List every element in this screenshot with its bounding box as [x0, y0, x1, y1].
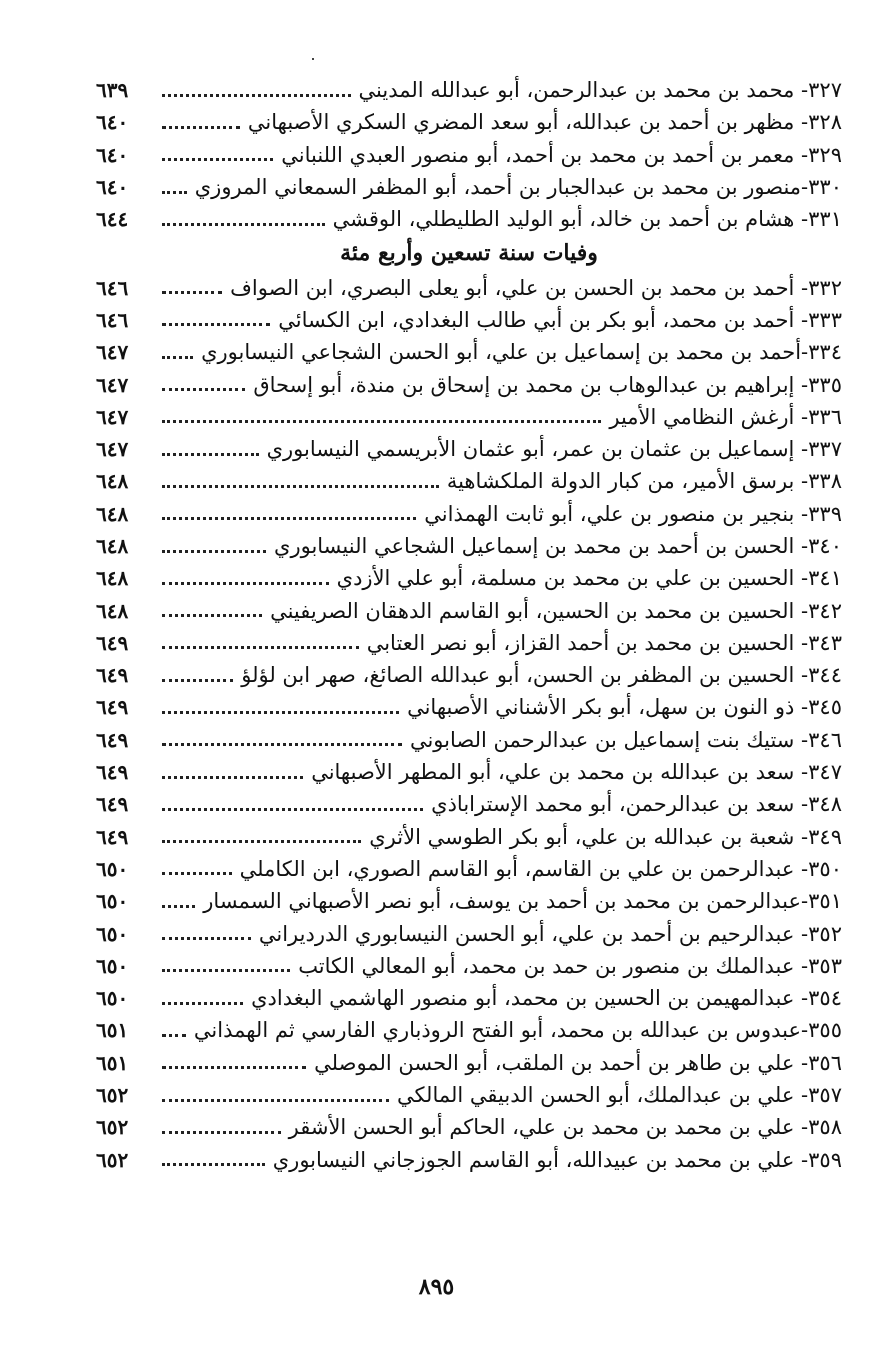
- entry-text: ٣٥١-عبدالرحمن بن محمد بن أحمد بن يوسف، أبو نصر الأصبهاني السمسار: [203, 889, 842, 914]
- entry-page-number: ٦٥٠: [96, 921, 129, 946]
- dot-leader: [162, 743, 402, 746]
- entry-page-number: ٦٤٩: [96, 695, 129, 720]
- entry-page-number: ٦٤٩: [96, 792, 129, 817]
- entry-page-number: ٦٤٨: [96, 501, 129, 526]
- index-entry: [96, 982, 842, 1014]
- entry-page-number: ٦٥١: [96, 1018, 129, 1043]
- entry-page-number: ٦٥٠: [96, 986, 129, 1011]
- dot-leader: [162, 872, 232, 875]
- entry-text: ٣٣٤-أحمد بن محمد بن إسماعيل بن علي، أبو الحسن الشجاعي النيسابوري: [201, 340, 842, 365]
- index-entry: [96, 203, 842, 235]
- entry-text: ٣٢٧- محمد بن محمد بن عبدالرحمن، أبو عبدالله المديني: [358, 78, 842, 103]
- entry-text: ٣٤٢- الحسين بن محمد بن الحسين، أبو القاسم الدهقان الصريفيني: [270, 598, 842, 623]
- entry-text: ٣٥٧- علي بن عبدالملك، أبو الحسن الدبيقي المالكي: [396, 1083, 842, 1108]
- entry-page-number: ٦٥٢: [96, 1147, 129, 1172]
- entry-page-number: ٦٤٩: [96, 727, 129, 752]
- entry-page-number: ٦٤٩: [96, 760, 129, 785]
- index-entry: [96, 950, 842, 982]
- entry-text: ٣٣٥- إبراهيم بن عبدالوهاب بن محمد بن إسحاق بن مندة، أبو إسحاق: [253, 372, 842, 397]
- entry-page-number: ٦٤٠: [96, 175, 129, 200]
- index-entry: [96, 171, 842, 203]
- index-entry: [96, 401, 842, 433]
- entry-page-number: ٦٤٧: [96, 340, 129, 365]
- index-entry: [96, 756, 842, 788]
- index-entry: [96, 724, 842, 756]
- entry-page-number: ٦٥٢: [96, 1083, 129, 1108]
- dot-leader: [162, 1034, 186, 1037]
- dot-leader: [162, 1099, 389, 1102]
- dot-leader: [162, 323, 270, 326]
- index-entry: [96, 659, 842, 691]
- dot-leader: [162, 969, 290, 972]
- entry-page-number: ٦٤٨: [96, 534, 129, 558]
- entry-text: ٣٤٥- ذو النون بن سهل، أبو بكر الأشناني الأصبهاني: [407, 695, 842, 720]
- dot-leader: [162, 1066, 306, 1069]
- entry-page-number: ٦٤٨: [96, 469, 129, 494]
- index-entry: [96, 74, 842, 106]
- entry-page-number: ٦٤٧: [96, 404, 129, 429]
- dot-leader: [162, 126, 240, 129]
- entry-page-number: ٦٤٦: [96, 275, 129, 300]
- page-number: ٨٩٥: [418, 1274, 455, 1300]
- dot-leader: [162, 679, 233, 682]
- entry-text: ٣٥٨- علي بن محمد بن محمد بن علي، الحاكم أبو الحسن الأشقر: [288, 1115, 842, 1140]
- index-entry: [96, 885, 842, 917]
- entry-page-number: ٦٤٩: [96, 630, 129, 655]
- dot-leader: [162, 711, 399, 714]
- dot-leader: [162, 356, 193, 359]
- entry-group: [96, 271, 842, 1175]
- entry-text: ٣٥٣- عبدالملك بن منصور بن حمد بن محمد، أبو المعالي الكاتب: [298, 953, 842, 978]
- entry-text: ٣٥٥-عبدوس بن عبدالله بن محمد، أبو الفتح الروذباري الفارسي ثم الهمذاني: [193, 1018, 842, 1043]
- dot-leader: [162, 485, 439, 488]
- index-entry: [96, 917, 842, 949]
- dot-leader: [162, 191, 187, 194]
- dot-leader: [162, 808, 423, 811]
- entry-text: ٣٤١- الحسين بن علي بن محمد بن مسلمة، أبو علي الأزدي: [336, 566, 842, 591]
- entry-page-number: ٦٤٦: [96, 307, 129, 332]
- index-entry: [96, 498, 842, 530]
- entry-text: ٣٢٩- معمر بن أحمد بن محمد بن أحمد، أبو منصور العبدي اللنباني: [281, 142, 842, 167]
- entry-page-number: ٦٤٩: [96, 824, 129, 849]
- entry-page-number: ٦٥٠: [96, 889, 129, 914]
- dot-leader: [162, 158, 273, 161]
- entry-page-number: ٦٤٠: [96, 142, 129, 167]
- entry-group: [96, 74, 842, 235]
- dot-leader: [162, 453, 259, 456]
- index-entry: [96, 1014, 842, 1046]
- index-entry: [96, 821, 842, 853]
- dot-leader: [162, 840, 361, 843]
- index-entry: [96, 853, 842, 885]
- entry-text: ٣٥٩- علي بن محمد بن عبيدالله، أبو القاسم الجوزجاني النيسابوري: [272, 1147, 842, 1172]
- entry-text: ٣٥٤- عبدالمهيمن بن الحسين بن محمد، أبو منصور الهاشمي البغدادي: [251, 986, 842, 1011]
- dot-leader: [162, 614, 262, 617]
- entry-text: ٣٤٩- شعبة بن عبدالله بن علي، أبو بكر الطوسي الأثري: [369, 824, 842, 849]
- index-entries: [96, 74, 842, 1176]
- entry-text: ٣٤٤- الحسين بن المظفر بن الحسن، أبو عبدالله الصائغ، صهر ابن لؤلؤ: [241, 663, 842, 688]
- dot-leader: [162, 550, 266, 553]
- index-entry: [96, 1047, 842, 1079]
- entry-page-number: ٦٣٩: [96, 78, 129, 103]
- index-entry: [96, 139, 842, 171]
- dot-leader: [162, 388, 245, 391]
- entry-text: ٣٥٢- عبدالرحيم بن أحمد بن علي، أبو الحسن النيسابوري الدرديراني: [258, 921, 842, 946]
- index-entry: [96, 627, 842, 659]
- index-entry: [96, 336, 842, 368]
- entry-page-number: ٦٥٢: [96, 1115, 129, 1140]
- index-entry: [96, 433, 842, 465]
- entry-text: ٣٣٩- بنجير بن منصور بن علي، أبو ثابت الهمذاني: [424, 501, 842, 526]
- index-entry: [96, 304, 842, 336]
- entry-page-number: ٦٥٠: [96, 953, 129, 978]
- entry-page-number: ٦٤٤: [96, 207, 129, 232]
- index-entry: [96, 106, 842, 138]
- dot-leader: [162, 646, 359, 649]
- entry-text: ٣٢٨- مظهر بن أحمد بن عبدالله، أبو سعد المضري السكري الأصبهاني: [247, 110, 842, 135]
- print-speck: [312, 58, 314, 60]
- dot-leader: [162, 582, 329, 585]
- index-entry: [96, 271, 842, 303]
- index-entry: [96, 1079, 842, 1111]
- entry-text: ٣٤٠- الحسن بن أحمد بن محمد بن إسماعيل الشجاعي النيسابوري: [274, 534, 842, 558]
- entry-page-number: ٦٤٠: [96, 110, 129, 135]
- entry-text: ٣٣٨- برسق الأمير، من كبار الدولة الملكشاهية: [446, 469, 842, 494]
- dot-leader: [162, 94, 351, 97]
- dot-leader: [162, 420, 601, 423]
- entry-text: ٣٤٦- ستيك بنت إسماعيل بن عبدالرحمن الصابوني: [409, 727, 842, 752]
- entry-text: ٣٣٢- أحمد بن محمد بن الحسن بن علي، أبو يعلى البصري، ابن الصواف: [230, 275, 842, 300]
- entry-page-number: ٦٤٨: [96, 566, 129, 591]
- entry-text: ٣٣٧- إسماعيل بن عثمان بن عمر، أبو عثمان الأبريسمي النيسابوري: [266, 437, 842, 462]
- dot-leader: [162, 1002, 243, 1005]
- dot-leader: [162, 776, 303, 779]
- dot-leader: [162, 223, 325, 226]
- index-entry: [96, 594, 842, 626]
- index-entry: [96, 691, 842, 723]
- entry-text: ٣٥٠- عبدالرحمن بن علي بن القاسم، أبو القاسم الصوري، ابن الكاملي: [239, 856, 842, 881]
- dot-leader: [162, 1131, 281, 1134]
- entry-text: ٣٥٦- علي بن طاهر بن أحمد بن الملقب، أبو الحسن الموصلي: [314, 1050, 842, 1075]
- index-entry: [96, 1111, 842, 1143]
- entry-page-number: ٦٤٩: [96, 663, 129, 688]
- dot-leader: [162, 1163, 265, 1166]
- entry-text: ٣٣٣- أحمد بن محمد، أبو بكر بن أبي طالب البغدادي، ابن الكسائي: [278, 307, 842, 332]
- index-entry: [96, 530, 842, 562]
- entry-page-number: ٦٤٨: [96, 598, 129, 623]
- entry-page-number: ٦٥١: [96, 1050, 129, 1075]
- entry-page-number: ٦٤٧: [96, 372, 129, 397]
- entry-text: ٣٤٧- سعد بن عبدالله بن محمد بن علي، أبو المطهر الأصبهاني: [311, 760, 842, 785]
- entry-text: ٣٣١- هشام بن أحمد بن خالد، أبو الوليد الطليطلي، الوقشي: [332, 207, 842, 232]
- dot-leader: [162, 291, 222, 294]
- dot-leader: [162, 517, 416, 520]
- index-entry: [96, 368, 842, 400]
- index-entry: [96, 1144, 842, 1176]
- index-entry: [96, 562, 842, 594]
- index-entry: [96, 465, 842, 497]
- section-heading: وفيات سنة تسعين وأربع مئة: [340, 240, 598, 267]
- entry-text: ٣٤٣- الحسين بن محمد بن أحمد القزاز، أبو نصر العتابي: [366, 630, 842, 655]
- dot-leader: [162, 905, 195, 908]
- entry-text: ٣٤٨- سعد بن عبدالرحمن، أبو محمد الإستراباذي: [431, 792, 842, 817]
- dot-leader: [162, 937, 251, 940]
- entry-text: ٣٣٦- أرغش النظامي الأمير: [609, 404, 842, 429]
- entry-page-number: ٦٥٠: [96, 856, 129, 881]
- index-entry: [96, 788, 842, 820]
- entry-text: ٣٣٠-منصور بن محمد بن عبدالجبار بن أحمد، أبو المظفر السمعاني المروزي: [194, 175, 842, 200]
- entry-page-number: ٦٤٧: [96, 437, 129, 462]
